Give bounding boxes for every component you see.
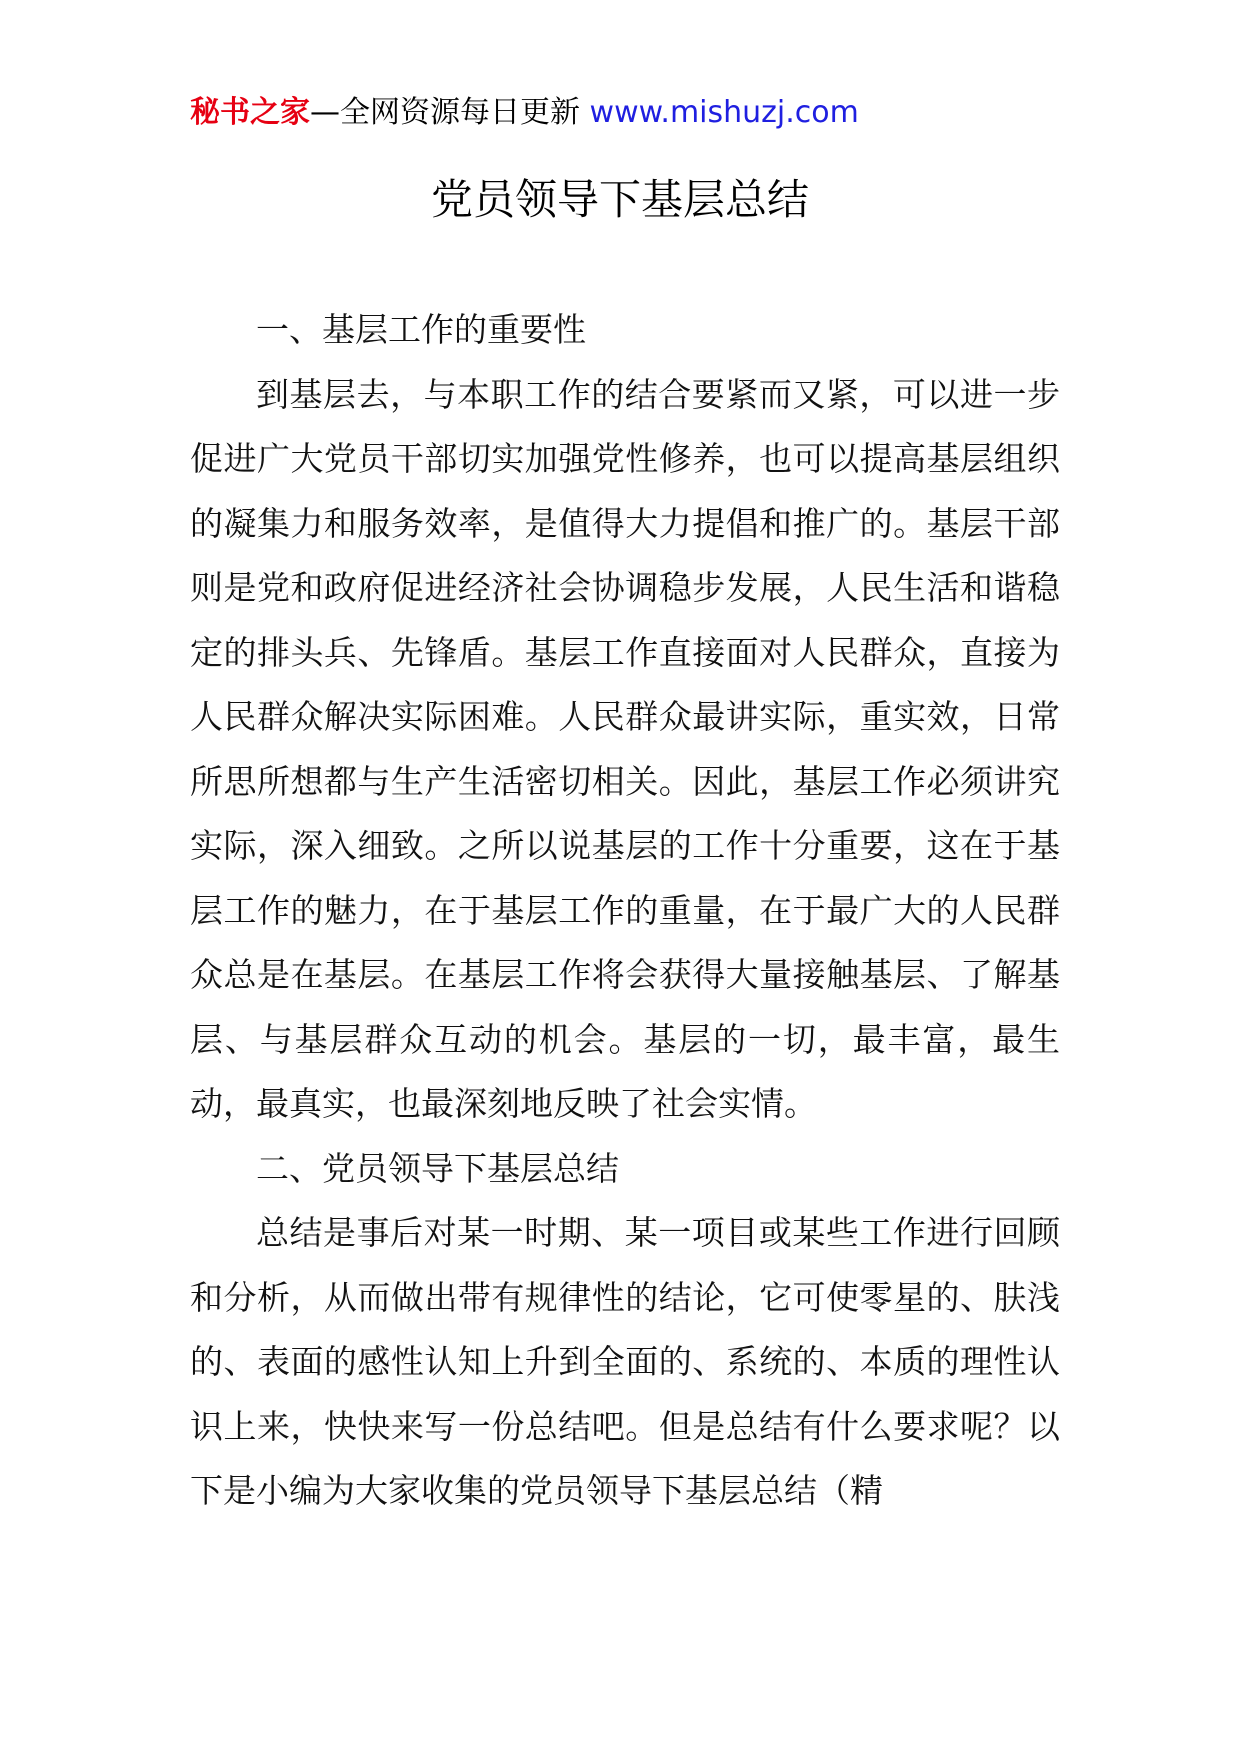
brand-name: 秘书之家 [190, 95, 310, 130]
section-paragraph-1: 到基层去，与本职工作的结合要紧而又紧，可以进一步促进广大党员干部切实加强党性修养，也可以提高基层组织的凝集力和服务效率，是值得大力提倡和推广的。基层干部则是党和政府促进经济社会协调稳步发展，人民生活和谐稳定的排头兵、先锋盾。基层工作直接面对人民群众，直接为人民群众解决实际困难。人民群众最讲实际，重实效，日常所思所想都与生产生活密切相关。因此，基层工作必须讲究实际，深入细致。之所以说基层的工作十分重要，这在于基层工作的魅力，在于基层工作的重量，在于最广大的人民群众总是在基层。在基层工作将会获得大量接触基层、了解基层、与基层群众互动的机会。基层的一切，最丰富，最生动，最真实，也最深刻地反映了社会实情。 [190, 374, 1060, 1123]
document-body [190, 298, 1060, 1524]
site-url-link[interactable]: www.mishuzj.com [589, 95, 859, 130]
section-heading-1: 一、基层工作的重要性 [256, 310, 586, 349]
header-tagline: —全网资源每日更新 [310, 95, 580, 130]
site-header [190, 88, 859, 138]
document-title: 党员领导下基层总结 [430, 175, 809, 224]
section-heading-2: 二、党员领导下基层总结 [256, 1148, 619, 1188]
section-paragraph-2: 总结是事后对某一时期、某一项目或某些工作进行回顾和分析，从而做出带有规律性的结论，它可使零星的、肤浅的、表面的感性认知上升到全面的、系统的、本质的理性认识上来，快快来写一份总结吧。但是总结有什么要求呢？以下是小编为大家收集的党员领导下基层总结（精 [190, 1213, 1060, 1510]
